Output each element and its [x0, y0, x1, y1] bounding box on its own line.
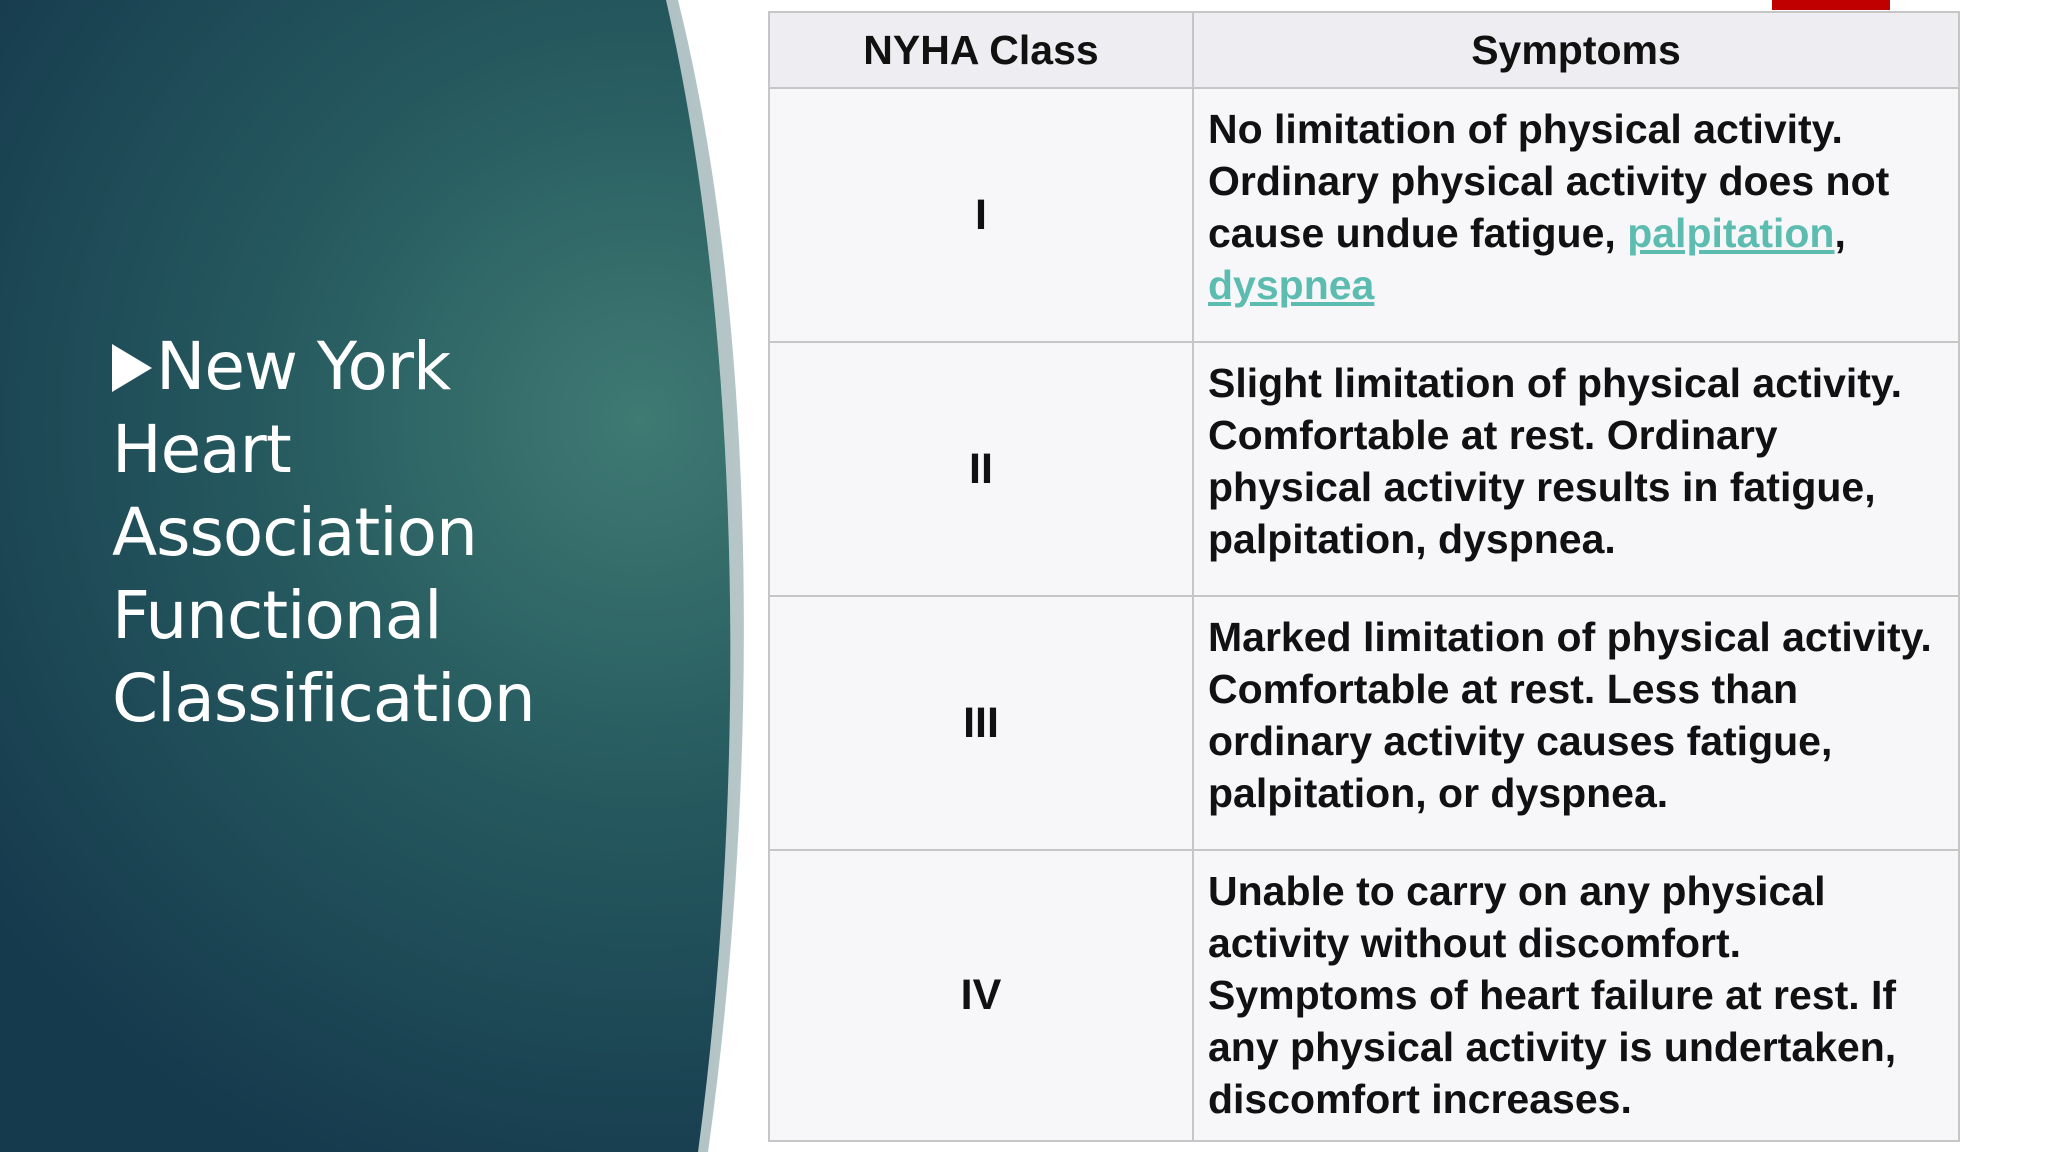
- link-separator: ,: [1834, 210, 1846, 256]
- slide-title: [112, 325, 632, 740]
- symptoms-cell: [1193, 88, 1959, 342]
- symptoms-text: No limitation of physical activity. Ordinary physical activity does not cause undue fatigue,: [1208, 106, 1890, 256]
- symptoms-cell: Unable to carry on any physical activity without discomfort. Symptoms of heart failure at rest. If any physical activity is undertaken, discomfort increases.: [1193, 850, 1959, 1141]
- table-row: [769, 88, 1959, 342]
- table-row: [769, 596, 1959, 850]
- nyha-classification-table: [768, 11, 1960, 1142]
- table-row: [769, 342, 1959, 596]
- table-header-row: [769, 12, 1959, 88]
- class-cell: III: [769, 596, 1193, 850]
- table-row: [769, 850, 1959, 1141]
- symptoms-cell: Marked limitation of physical activity. Comfortable at rest. Less than ordinary activity causes fatigue, palpitation, or dyspnea.: [1193, 596, 1959, 850]
- title-line-3: Association: [112, 494, 477, 571]
- header-nyha-class: NYHA Class: [769, 12, 1193, 88]
- title-line-1: New York: [156, 328, 451, 405]
- class-cell: IV: [769, 850, 1193, 1141]
- triangle-right-icon: [112, 344, 152, 392]
- palpitation-link[interactable]: palpitation: [1627, 210, 1835, 256]
- red-accent-tab: [1772, 0, 1890, 10]
- header-symptoms: Symptoms: [1193, 12, 1959, 88]
- title-line-4: Functional: [112, 577, 442, 654]
- dyspnea-link[interactable]: dyspnea: [1208, 262, 1375, 308]
- class-cell: I: [769, 88, 1193, 342]
- symptoms-cell: Slight limitation of physical activity. Comfortable at rest. Ordinary physical activity results in fatigue, palpitation, dyspnea.: [1193, 342, 1959, 596]
- title-line-2: Heart: [112, 411, 291, 488]
- title-line-5: Classification: [112, 660, 535, 737]
- class-cell: II: [769, 342, 1193, 596]
